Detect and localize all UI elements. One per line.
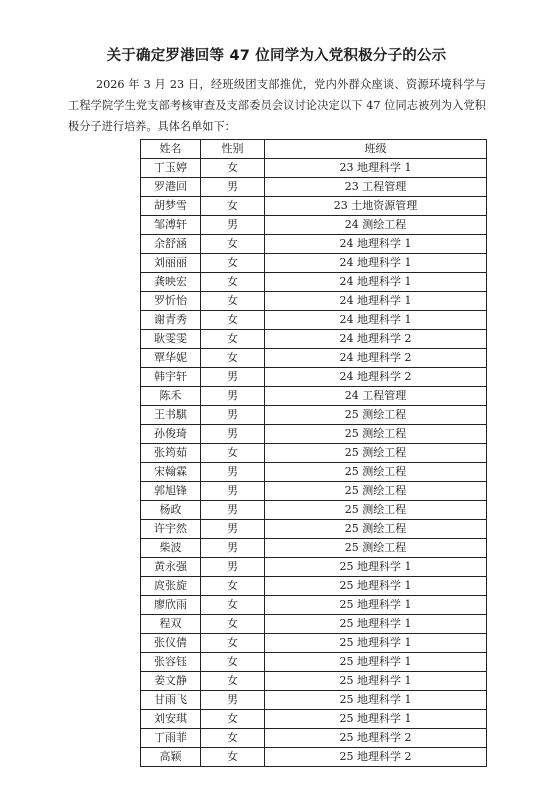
- cell-gender: 女: [201, 634, 265, 653]
- table-row: [141, 539, 487, 558]
- roster-table: [140, 139, 487, 767]
- table-row: [141, 691, 487, 710]
- cell-name: 张筠茹: [141, 444, 201, 463]
- table-row: [141, 406, 487, 425]
- cell-gender: 女: [201, 273, 265, 292]
- cell-class: 25 测绘工程: [265, 482, 487, 501]
- cell-class: 25 地理科学 1: [265, 653, 487, 672]
- table-row: [141, 349, 487, 368]
- cell-name: 罗港回: [141, 178, 201, 197]
- table-row: [141, 330, 487, 349]
- table-row: [141, 520, 487, 539]
- cell-name: 龚映宏: [141, 273, 201, 292]
- table-row: [141, 748, 487, 767]
- cell-gender: 女: [201, 577, 265, 596]
- cell-name: 张仪倩: [141, 634, 201, 653]
- table-row: [141, 501, 487, 520]
- cell-gender: 女: [201, 254, 265, 273]
- cell-class: 25 地理科学 1: [265, 691, 487, 710]
- cell-class: 23 土地资源管理: [265, 197, 487, 216]
- cell-class: 23 工程管理: [265, 178, 487, 197]
- cell-name: 谢青秀: [141, 311, 201, 330]
- table-row: [141, 444, 487, 463]
- cell-class: 25 测绘工程: [265, 463, 487, 482]
- cell-name: 庹张旋: [141, 577, 201, 596]
- cell-name: 胡梦雪: [141, 197, 201, 216]
- cell-name: 张容钰: [141, 653, 201, 672]
- cell-name: 陈禾: [141, 387, 201, 406]
- table-row: [141, 463, 487, 482]
- cell-gender: 女: [201, 672, 265, 691]
- table-row: [141, 159, 487, 178]
- cell-class: 25 测绘工程: [265, 406, 487, 425]
- table-row: [141, 311, 487, 330]
- cell-name: 丁雨菲: [141, 729, 201, 748]
- cell-class: 25 地理科学 1: [265, 577, 487, 596]
- cell-gender: 男: [201, 368, 265, 387]
- cell-gender: 男: [201, 539, 265, 558]
- header-class: 班级: [265, 140, 487, 159]
- cell-gender: 男: [201, 406, 265, 425]
- cell-gender: 女: [201, 311, 265, 330]
- table-row: [141, 634, 487, 653]
- table-row: [141, 577, 487, 596]
- cell-class: 25 测绘工程: [265, 444, 487, 463]
- cell-class: 24 地理科学 1: [265, 254, 487, 273]
- table-header-row: [141, 140, 487, 159]
- cell-gender: 女: [201, 235, 265, 254]
- cell-class: 25 测绘工程: [265, 425, 487, 444]
- cell-name: 郭旭锋: [141, 482, 201, 501]
- cell-class: 23 地理科学 1: [265, 159, 487, 178]
- cell-class: 24 地理科学 1: [265, 273, 487, 292]
- cell-name: 许宇然: [141, 520, 201, 539]
- cell-name: 柴波: [141, 539, 201, 558]
- table-row: [141, 729, 487, 748]
- cell-class: 25 地理科学 1: [265, 634, 487, 653]
- header-name: 姓名: [141, 140, 201, 159]
- cell-name: 黄永强: [141, 558, 201, 577]
- cell-gender: 男: [201, 558, 265, 577]
- cell-class: 24 地理科学 1: [265, 311, 487, 330]
- cell-name: 孙俊琦: [141, 425, 201, 444]
- cell-class: 25 测绘工程: [265, 520, 487, 539]
- cell-name: 韩宇轩: [141, 368, 201, 387]
- cell-gender: 男: [201, 691, 265, 710]
- cell-class: 24 地理科学 1: [265, 235, 487, 254]
- table-row: [141, 292, 487, 311]
- cell-gender: 女: [201, 292, 265, 311]
- cell-gender: 女: [201, 197, 265, 216]
- cell-gender: 女: [201, 710, 265, 729]
- table-row: [141, 216, 487, 235]
- cell-gender: 女: [201, 444, 265, 463]
- cell-gender: 男: [201, 482, 265, 501]
- cell-gender: 女: [201, 748, 265, 767]
- cell-gender: 女: [201, 596, 265, 615]
- cell-class: 25 地理科学 1: [265, 596, 487, 615]
- table-row: [141, 558, 487, 577]
- cell-gender: 男: [201, 501, 265, 520]
- cell-class: 24 测绘工程: [265, 216, 487, 235]
- cell-class: 25 测绘工程: [265, 539, 487, 558]
- table-body: [141, 159, 487, 767]
- cell-name: 耿雯雯: [141, 330, 201, 349]
- cell-name: 刘安琪: [141, 710, 201, 729]
- cell-name: 甘雨飞: [141, 691, 201, 710]
- cell-gender: 男: [201, 178, 265, 197]
- cell-name: 邹溥轩: [141, 216, 201, 235]
- cell-gender: 男: [201, 463, 265, 482]
- cell-gender: 男: [201, 520, 265, 539]
- table-row: [141, 387, 487, 406]
- cell-gender: 女: [201, 349, 265, 368]
- table-row: [141, 254, 487, 273]
- cell-gender: 男: [201, 387, 265, 406]
- cell-gender: 女: [201, 330, 265, 349]
- table-row: [141, 596, 487, 615]
- header-gender: 性别: [201, 140, 265, 159]
- cell-name: 高颖: [141, 748, 201, 767]
- cell-name: 杨政: [141, 501, 201, 520]
- table-row: [141, 482, 487, 501]
- cell-gender: 男: [201, 425, 265, 444]
- cell-gender: 女: [201, 729, 265, 748]
- cell-class: 25 地理科学 1: [265, 672, 487, 691]
- cell-name: 程双: [141, 615, 201, 634]
- cell-class: 24 地理科学 2: [265, 349, 487, 368]
- table-row: [141, 653, 487, 672]
- table-row: [141, 235, 487, 254]
- cell-class: 25 测绘工程: [265, 501, 487, 520]
- cell-name: 王书騏: [141, 406, 201, 425]
- cell-class: 24 工程管理: [265, 387, 487, 406]
- cell-gender: 女: [201, 615, 265, 634]
- cell-name: 姜文静: [141, 672, 201, 691]
- cell-gender: 女: [201, 159, 265, 178]
- cell-class: 24 地理科学 2: [265, 368, 487, 387]
- table-row: [141, 672, 487, 691]
- cell-class: 25 地理科学 2: [265, 729, 487, 748]
- cell-name: 廖欣雨: [141, 596, 201, 615]
- cell-name: 余舒涵: [141, 235, 201, 254]
- table-row: [141, 368, 487, 387]
- cell-class: 24 地理科学 1: [265, 292, 487, 311]
- cell-name: 刘丽丽: [141, 254, 201, 273]
- cell-class: 25 地理科学 1: [265, 615, 487, 634]
- cell-class: 25 地理科学 1: [265, 710, 487, 729]
- cell-class: 25 地理科学 1: [265, 558, 487, 577]
- table-row: [141, 710, 487, 729]
- cell-class: 25 地理科学 2: [265, 748, 487, 767]
- cell-gender: 女: [201, 653, 265, 672]
- table-row: [141, 273, 487, 292]
- document-title: 关于确定罗港回等 47 位同学为入党积极分子的公示: [106, 48, 447, 64]
- table-row: [141, 425, 487, 444]
- cell-name: 罗忻怡: [141, 292, 201, 311]
- cell-gender: 男: [201, 216, 265, 235]
- table-row: [141, 178, 487, 197]
- table-row: [141, 197, 487, 216]
- intro-paragraph: 2026 年 3 月 23 日，经班级团支部推优，党内外群众座谈、资源环境科学与工程学院学生党支部考核审查及支部委员会议讨论决定以下 47 位同志被列为入党积极分子进行培养。具体名单如下：: [68, 78, 486, 133]
- cell-class: 24 地理科学 2: [265, 330, 487, 349]
- cell-name: 覃华妮: [141, 349, 201, 368]
- table-row: [141, 615, 487, 634]
- cell-name: 宋翰霖: [141, 463, 201, 482]
- cell-name: 丁玉婷: [141, 159, 201, 178]
